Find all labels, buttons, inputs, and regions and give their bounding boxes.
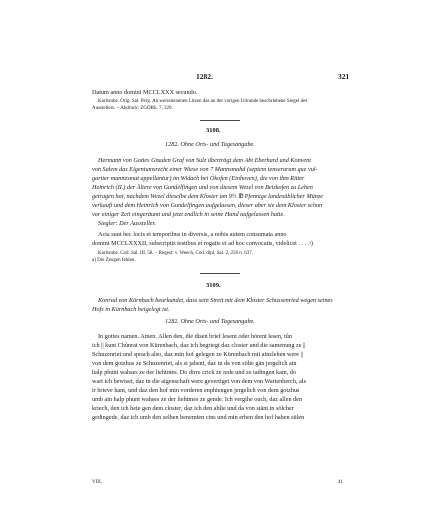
doc-3109-text-line-7: ir brieve hant, und daz den hof min vorderen enphiengen jergelich von dem gotzhus [92,387,300,394]
doc-3108-text-line-2: domini MCCLXXXII, subscriptis testibus et rogatis et ad hoc convocatis, videlicet . . . .ᵃ) [92,240,313,247]
doc-3109-text-line-2: ich || kunt Chůnrat von Kürenbach, daz ich begriegt daz closter und die samenung ze || [92,342,306,349]
doc-3108-summary-line-4: Heinrich (II.) der Ältere von Gundelfingen und von diesem Wezel von Beizkofen zu Lehen [92,184,313,191]
doc-3109-text-line-10: gedingede, daz ich umb den selben benemten cins und min erben den hof haben sülen [92,414,305,421]
doc-3108-summary-line-7: vor einiger Zeit eingeräumt und jetzt endlich in seine Hand aufgelassen hatte. [92,211,285,218]
doc-3109-text-line-1: In gottes namen. Amen. Allen den, die disen brief lesent oder hörent lesen, tůn [98,333,292,340]
sheet-number: 41 [338,480,343,485]
page-number: 321 [338,72,350,81]
datum-line: Datum anno domini MCCLXXX secundo. [92,89,198,96]
doc-3108-summary-line-1: Hermann von Gottes Gnaden Graf von Sulz überträgt dem Abt Eberhard und Konvent [98,157,311,164]
doc-3108-text-line-1: Acta sunt hec locis et temporibus in diversis, a nobis autem consumata anno [98,231,287,238]
doc-3109-subtitle: 1282. Ohne Orts- und Tagesangabe. [165,318,255,325]
running-header-year: 1282. [196,72,213,81]
doc-3108-summary-line-3: gariter mannesmat appellantur) im Widach bei Ökofen (Einhoven), die von ihm Ritter [92,175,305,182]
datum-note-line-1: Karlsruhe. Orig. Sal. Perg. An weissleinenen Litzen das an der vorigen Urkunde beschriebene Siegel des [98,99,308,104]
doc-3108-summary-line-5: getragen hat, nachdem Wezel dieselbe dem Kloster um 9½ ℔ Pfennige landesüblicher Münze [92,193,323,200]
section-divider [200,273,240,274]
section-divider [200,120,240,121]
datum-note-line-2: Ausstellers. – Abdruck: ZGORh. 7, 320. [92,106,173,111]
doc-3108-note-2: a) Die Zeugen fehlen. [92,258,136,263]
doc-number-3108: 3108. [206,127,221,134]
doc-3109-summary-line-2: Hofs in Kürnbach beigelegt ist. [92,306,170,313]
doc-3108-summary-line-6: verkauft und dem Heinrich von Gundelfingen aufgelassen, dieser aber sie dem Kloster schon [92,202,323,209]
doc-3109-text-line-3: Schuzenriet und sprach also, daz min hof gelegen ze Kürenbach mit ainzlehen were || [92,351,304,358]
doc-3108-note-1: Karlsruhe. Cod. Sal. III, 58. – Regest: v. Weech, Cod. dipl. Sal. 2, 256 n. 637. [98,251,253,256]
doc-3109-summary-line-1: Konrad von Kürnbach beurkundet, dass sein Streit mit dem Kloster Schussenried wegen seines [98,297,333,304]
signature-mark: VIII. [92,480,102,485]
doc-3109-text-line-4: von dem gotzhus ze Schuzenriet, als si jahent, daz in da von sölte gän jergelich ain [92,360,297,367]
doc-3108-subtitle: 1282. Ohne Orts- und Tagesangabe. [165,141,255,148]
doc-3108-summary-line-2: von Salem das Eigentumsrecht einer Wiese von 7 Mannsmahd (septem tenseraram que vul- [92,166,318,173]
doc-3109-text-line-8: umb ain halp phunt wahses ze der liehtmes ze gende. Ich vergihe ouch, daz allen den [92,396,303,403]
doc-3109-text-line-6: wart ich bewiset, daz in die aigenschaft were gevertiget von dem von Warienberch, als [92,378,306,385]
doc-3109-text-line-9: kriech, den ich hete gen dem closter, daz ich den ablie und da von stänt in sölcher [92,405,294,412]
doc-3109-text-line-5: halp phunt wahses ze der liehtmes. Do dirre crick ze rede und ze tadingen kam, do [92,369,296,376]
doc-number-3109: 3109. [206,282,221,289]
doc-3108-siegler: Siegler: Der Aussteller. [98,220,156,227]
